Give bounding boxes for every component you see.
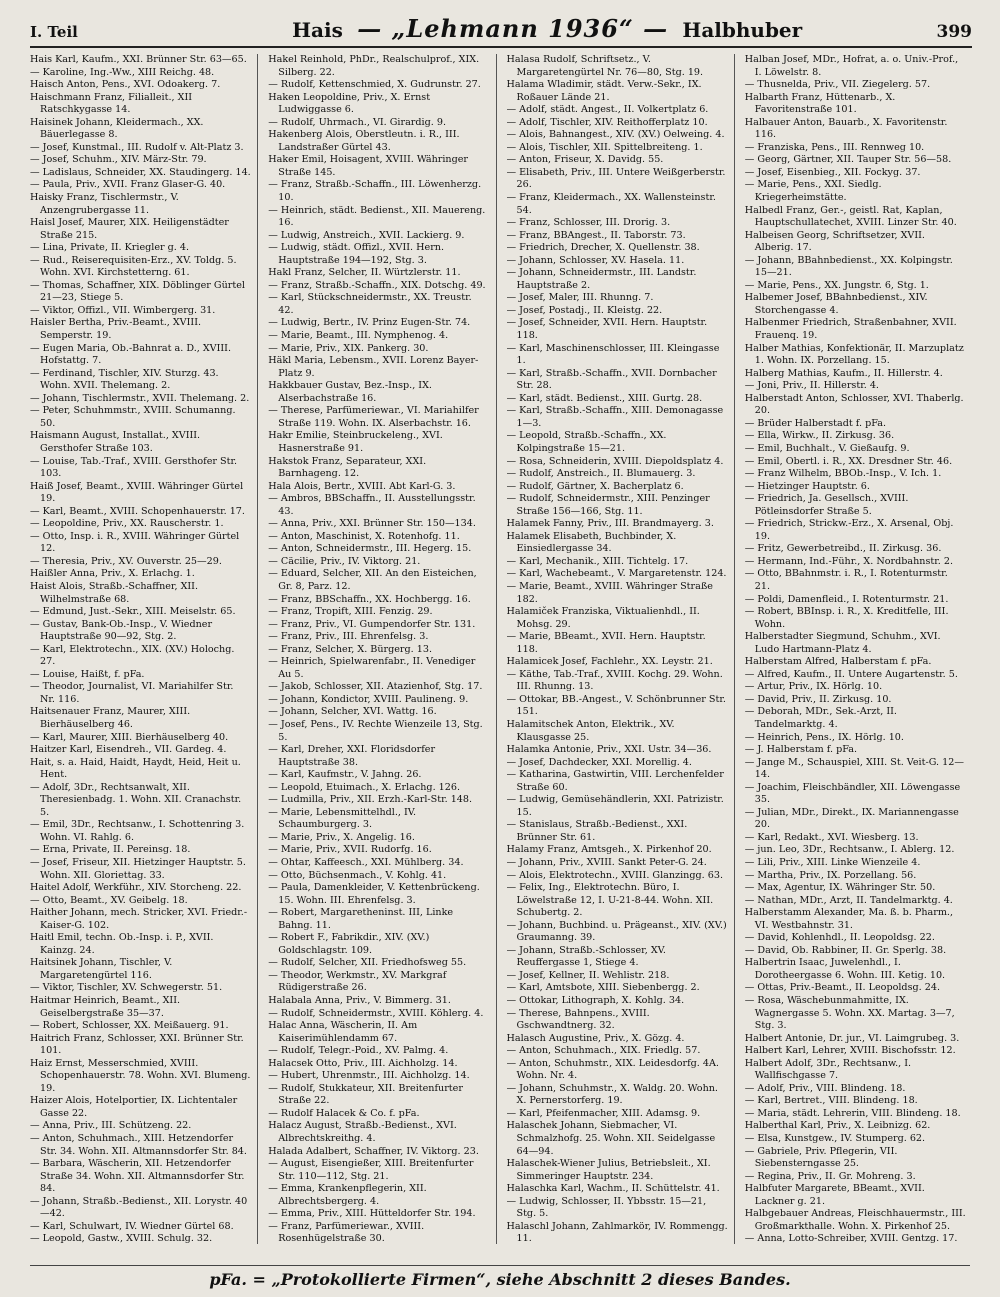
directory-entry: Hakel Reinhold, PhDr., Realschulprof., XIX. Silberg. 22. (268, 54, 480, 78)
directory-entry: — Emil, Buchhalt., V. Gießaufg. 9. (744, 442, 910, 454)
directory-entry: — Karl, Wachebeamt., V. Margaretenstr. 124. (506, 568, 727, 580)
directory-entry: Haiz Ernst, Messerschmied, XVIII. Schopenhauerstr. 78. Wohn. XVI. Blumeng. 19. (30, 1057, 251, 1094)
directory-entry: Haitsinek Johann, Tischler, V. Margaretengürtel 116. (30, 957, 173, 981)
directory-entry: — Georg, Gärtner, XII. Tauper Str. 56—58. (744, 154, 952, 166)
directory-entry: — Johann, Schneidermstr., III. Landstr. Hauptstraße 2. (506, 267, 697, 291)
directory-entry: — Adolf, Tischler, XIV. Reithofferplatz 10. (506, 116, 708, 128)
directory-entry: — Cäcilie, Priv., IV. Viktorg. 21. (268, 555, 421, 567)
directory-entry: — Lili, Priv., XIII. Linke Wienzeile 4. (744, 857, 921, 868)
directory-entry: — Franz, Selcher, X. Bürgerg. 13. (268, 643, 433, 655)
directory-entry: — Anton, Schuhmach., XIII. Hetzendorfer Str. 34. Wohn. XII. Altmannsdorfer Str. 84. (30, 1133, 247, 1157)
directory-entry: — Elsa, Kunstgew., IV. Stumperg. 62. (744, 1133, 926, 1145)
directory-entry: — Robert, Schlosser, XX. Meißauerg. 91. (30, 1020, 229, 1032)
directory-entry: — Johann, Straßb.-Bedienst., XII. Lorystr. 40—42. (30, 1195, 248, 1220)
directory-entry: — Ladislaus, Schneider, XX. Staudingerg. 14. (30, 166, 251, 178)
directory-entry: Haker Emil, Hoisagent, XVIII. Währinger Straße 145. (268, 154, 468, 178)
directory-entry: — Therese, Parfümeriewar., VI. Mariahilfer Straße 119. Wohn. IX. Alserbachstr. 16. (268, 405, 479, 429)
directory-entry: — Franz, Straßb.-Schaffn., III. Löwenherzg. 10. (268, 179, 482, 204)
directory-entry: — Leopold, Straßb.-Schaffn., XX. Kolpingstraße 15—21. (506, 430, 667, 454)
directory-entry: Halberg Mathias, Kaufm., II. Hillerstr. 4. (744, 367, 943, 379)
directory-entry: — Lina, Private, II. Kriegler g. 4. (30, 242, 190, 254)
directory-entry: — Ludwig, Schlosser, II. Ybbsstr. 15—21, Stg. 5. (506, 1195, 707, 1220)
directory-entry: — Regina, Priv., II. Gr. Mohreng. 3. (744, 1170, 916, 1182)
directory-entry: — Anton, Friseur, X. Davidg. 55. (506, 154, 664, 166)
directory-entry: — Emil, 3Dr., Rechtsanw., I. Schottenring 3. Wohn. VI. Rahlg. 6. (30, 819, 245, 843)
directory-entry: — Hietzinger Hauptstr. 6. (744, 480, 870, 492)
directory-entry: — Ottokar, BB.-Angest., V. Schönbrunner Str. 151. (506, 693, 726, 718)
directory-entry: — Franz, Parfümeriewar., XVIII. Rosenhügelstraße 30. (268, 1220, 425, 1244)
directory-entry: — Fritz, Gewerbetreibd., II. Zirkusg. 36. (744, 543, 942, 555)
directory-entry: Halasch Augustine, Priv., X. Gözg. 4. (506, 1032, 685, 1044)
directory-entry: — Heinrich, städt. Bedienst., XII. Mauereng. 16. (268, 204, 486, 229)
directory-entry: — Anna, Priv., XXI. Brünner Str. 150—134. (268, 518, 476, 530)
directory-entry: — Johann, Priv., XVIII. Sankt Peter-G. 24. (506, 857, 707, 868)
directory-entry: — Rudolf, Schneidermstr., XVIII. Köhlerg. 4. (268, 1007, 484, 1019)
directory-entry: — Franz, Tropift, XIII. Fenzig. 29. (268, 606, 433, 618)
directory-entry: — Johann, Straßb.-Schlosser, XV. Reuffergasse 1, Stiege 4. (506, 944, 666, 969)
directory-entry: — Rudolf, Anstreich., II. Blumauerg. 3. (506, 468, 696, 480)
directory-entry: Halamka Antonie, Priv., XXI. Ustr. 34—36. (506, 744, 712, 756)
directory-entry: — Leopold, Etuimach., X. Erlachg. 126. (268, 781, 461, 793)
directory-entry: — Therese, Bahnpens., XVIII. Gschwandtnerg. 32. (506, 1007, 650, 1032)
directory-entry: Haischmann Franz, Filialleit., XII Ratschkygasse 14. (30, 91, 193, 116)
directory-entry: — Robert F., Fabrikdir., XIV. (XV.) Goldschlagstr. 109. (268, 932, 430, 956)
directory-entry: — Joni, Priv., II. Hillerstr. 4. (744, 380, 879, 392)
directory-entry: — Josef, Maler, III. Rhunng. 7. (506, 292, 654, 304)
directory-entry: — Josef, Eisenbieg., XII. Fockyg. 37. (744, 166, 921, 178)
directory-entry: Halaschl Johann, Zahlmarkör, IV. Rommengg. 11. (506, 1220, 728, 1244)
directory-entry: Haiß Josef, Beamt., XVIII. Währinger Gürtel 19. (30, 480, 244, 505)
directory-entry: — Franz, Straßb.-Schaffn., XIX. Dotschg. 49. (268, 279, 486, 291)
directory-entry: — Ottokar, Lithograph, X. Kohlg. 34. (506, 995, 685, 1007)
directory-entry: Halberstamm Alexander, Ma. ß. b. Pharm., VI. Westbahnstr. 31. (744, 907, 954, 931)
directory-entry: — Karl, Bertret., VIII. Blindeng. 18. (744, 1095, 918, 1107)
directory-entry: — Karl, Stückschneidermstr., XX. Treustr. 42. (268, 292, 472, 316)
directory-entry: — Johann, Kondictor, XVIII. Paulineng. 9. (268, 693, 469, 705)
directory-entry: Haisinek Johann, Kleidermach., XX. Bäuerlegasse 8. (30, 116, 204, 141)
directory-entry: — Karl, Redakt., XVI. Wiesberg. 13. (744, 831, 919, 843)
directory-entry: — Marie, Beamt., XVIII. Währinger Straße 182. (506, 580, 713, 605)
directory-entry: — Gabriele, Priv. Pflegerin, VII. Siebensterngasse 25. (744, 1145, 898, 1170)
directory-entry: — Josef, Schuhm., XIV. März-Str. 79. (30, 154, 207, 166)
directory-entry: — Anton, Schuhmstr., XIX. Leidesdorfg. 4A. Wohn. Nr. 4. (506, 1057, 719, 1082)
directory-entry: — Paula, Priv., XVII. Franz Glaser-G. 40. (30, 179, 226, 191)
directory-entry: — Rudolf Halacek & Co. f. pFa. (268, 1107, 420, 1119)
directory-entry: — Rudolf, Schneidermstr., XIII. Penzinger Straße 156—166, Stg. 11. (506, 493, 710, 517)
directory-entry: — Barbara, Wäscherin, XII. Hetzendorfer Straße 34. Wohn. XII. Altmannsdorfer Str. 84. (30, 1158, 245, 1195)
directory-entry: — Franz Wilhelm, BBOb.-Insp., V. Ich. 1. (744, 468, 942, 480)
directory-entry: — Ludwig, städt. Offizl., XVII. Hern. Hauptstraße 194—192, Stg. 3. (268, 242, 445, 266)
directory-entry: — Marie, Beamt., III. Nymphenog. 4. (268, 330, 449, 342)
directory-entry: Haisch Anton, Pens., XVI. Odoakerg. 7. (30, 79, 221, 91)
directory-entry: Halbert Antonie, Dr. jur., VI. Laimgrubeg. 3. (744, 1032, 960, 1044)
directory-entry: — Johann, Schlosser, XV. Hasela. 11. (506, 254, 685, 266)
directory-entry: — Josef, Postadj., II. Kleistg. 22. (506, 304, 663, 316)
directory-entry: Halbarth Franz, Hüttenarb., X. Favoritenstraße 101. (744, 91, 896, 116)
directory-entry: — Johann, Schuhmstr., X. Waldg. 20. Wohn. X. Pernerstorferg. 19. (506, 1082, 718, 1107)
directory-entry: — Louise, Haißt, f. pFa. (30, 668, 145, 680)
directory-entry: — Johann, Tischlermstr., XVII. Thelemang. 2. (30, 392, 250, 404)
page-header (30, 14, 972, 48)
directory-entry: — Franz, BBSchaffn., XX. Hochbergg. 16. (268, 593, 471, 605)
directory-entry: Hakenberg Alois, Oberstleutn. i. R., III. Landstraßer Gürtel 43. (268, 129, 460, 153)
directory-entry: Haisler Bertha, Priv.-Beamt., XVIII. Semperstr. 19. (30, 317, 202, 342)
directory-entry: — Franz, Schlosser, III. Drorig. 3. (506, 217, 671, 229)
directory-entry: — Heinrich, Pens., IX. Hörlg. 10. (744, 731, 904, 743)
directory-entry: — Otto, BBahnmstr. i. R., I. Rotenturmstr. 21. (744, 568, 948, 592)
directory-entry: — Franz, Priv., III. Ehrenfelsg. 3. (268, 631, 429, 643)
directory-entry: — Ella, Wirkw., II. Zirkusg. 36. (744, 430, 895, 442)
directory-entry: — Karl, Mechanik., XIII. Tichtelg. 17. (506, 555, 689, 567)
directory-entry: — Otto, Beamt., XV. Geibelg. 18. (30, 894, 188, 906)
page-number: 399 (936, 22, 972, 42)
directory-entry: — Rudolf, Stukkateur, XII. Breitenfurter Straße 22. (268, 1082, 463, 1107)
directory-entry: — Anton, Schneidermstr., III. Hegerg. 15. (268, 543, 472, 555)
directory-entry: — jun. Leo, 3Dr., Rechtsanw., I. Ablerg. 12. (744, 844, 955, 856)
directory-entry: Hala Alois, Bertr., XVIII. Abt Karl-G. 3. (268, 480, 456, 492)
directory-entry: — Ambros, BBSchaffn., II. Ausstellungsstr. 43. (268, 493, 476, 517)
directory-entry: — Anna, Lotto-Schreiber, XVIII. Gentzg. 17. (744, 1233, 958, 1244)
directory-entry: — Ludwig, Bertr., IV. Prinz Eugen-Str. 74. (268, 317, 471, 329)
directory-entry: — Marie, Pens., XX. Jungstr. 6, Stg. 1. (744, 279, 929, 291)
directory-entry: — David, Priv., II. Zirkusg. 10. (744, 693, 892, 705)
column-3 (507, 54, 735, 1244)
directory-entry: — Alois, Bahnangest., XIV. (XV.) Oelweing. 4. (506, 129, 725, 141)
directory-entry: Haitrich Franz, Schlosser, XXI. Brünner Str. 101. (30, 1032, 244, 1057)
column-4 (745, 54, 972, 1244)
directory-entry: — Edmund, Just.-Sekr., XIII. Meiselstr. 65. (30, 606, 236, 618)
directory-entry: — Karl, Kaufmstr., V. Jahng. 26. (268, 769, 422, 781)
directory-entry: Hait, s. a. Haid, Haidt, Haydt, Heid, Heit u. Hent. (30, 756, 241, 781)
directory-entry: — Martha, Priv., IX. Porzellang. 56. (744, 869, 917, 881)
directory-entry: Halberthal Karl, Priv., X. Leibnizg. 62. (744, 1120, 931, 1132)
directory-entry: — Felix, Ing., Elektrotechn. Büro, I. Löwelstraße 12, I. U-21-8-44. Wohn. XII. Schubertg. 2. (506, 882, 714, 919)
directory-entry: — Robert, BBInsp. i. R., X. Kreditfelle, III. Wohn. (744, 606, 949, 630)
directory-entry: — Rud., Reiserequisiten-Erz., XV. Toldg. 5. Wohn. XVI. Kirchstetterng. 61. (30, 254, 237, 279)
directory-entry: — Marie, Lebensmittelhdl., IV. Schaumburgerg. 3. (268, 806, 417, 831)
directory-entry: Halberstam Alfred, Halberstam f. pFa. (744, 656, 932, 668)
directory-entry: Haißler Anna, Priv., X. Erlachg. 1. (30, 568, 195, 580)
directory-entry: — Josef, Pens., IV. Rechte Wienzeile 13, Stg. 5. (268, 718, 483, 743)
directory-entry: — Rudolf, Gärtner, X. Bacherplatz 6. (506, 480, 684, 492)
directory-entry: — Heinrich, Spielwarenfabr., II. Venediger Au 5. (268, 656, 476, 680)
directory-entry: Halamicek Josef, Fachlehr., XX. Leystr. 21. (506, 656, 713, 668)
directory-entry: — Karl, Straßb.-Schaffn., XVII. Dornbacher Str. 28. (506, 367, 717, 392)
directory-entry: — Rudolf, Uhrmach., VI. Girardig. 9. (268, 116, 447, 128)
directory-entry: Hais Karl, Kaufm., XXI. Brünner Str. 63—65. (30, 54, 247, 65)
directory-entry: — David, Ob. Rabbiner, II. Gr. Sperlg. 38. (744, 944, 947, 956)
directory-entry: Haitsenauer Franz, Maurer, XIII. Bierhäuselberg 46. (30, 706, 191, 730)
directory-entry: — Karl, städt. Bedienst., XIII. Gurtg. 28. (506, 392, 703, 404)
directory-entry: Halbauer Anton, Bauarb., X. Favoritenstr. 116. (744, 116, 948, 141)
directory-entry: Halbert Karl, Lehrer, XVIII. Bischofsstr. 12. (744, 1045, 956, 1057)
directory-entry: — Rosa, Wäschebunmahmitte, IX. Wagnergasse 5. Wohn. XX. Martag. 3—7, Stg. 3. (744, 995, 955, 1032)
directory-entry: Halamitschek Anton, Elektrik., XV. Klausgasse 25. (506, 718, 675, 743)
directory-entry: Haisl Josef, Maurer, XIX. Heiligenstädter Straße 215. (30, 217, 229, 241)
directory-entry: — Theresia, Priv., XV. Ouverstr. 25—29. (30, 555, 222, 567)
directory-entry: — Karl, Schulwart, IV. Wiedner Gürtel 68. (30, 1220, 234, 1232)
directory-entry: Halbemer Josef, BBahnbedienst., XIV. Storchengasse 4. (744, 292, 928, 316)
directory-entry: — Alois, Tischler, XII. Spittelbreiteng. 1. (506, 141, 703, 153)
directory-entry: — Karl, Elektrotechn., XIX. (XV.) Holochg. 27. (30, 643, 235, 668)
directory-entry: Halama Wladimir, städt. Verw.-Sekr., IX. Roßauer Lände 21. (506, 79, 702, 103)
directory-entry: — August, Eisengießer, XIII. Breitenfurter Str. 110—112, Stg. 21. (268, 1158, 474, 1182)
directory-entry: — Eduard, Selcher, XII. An den Eisteichen, Gr. 8, Parz. 12. (268, 568, 477, 592)
directory-entry: — Karl, Straßb.-Schaffn., XIII. Demonagasse 1—3. (506, 405, 724, 429)
directory-entry: — Josef, Friseur, XII. Hietzinger Hauptstr. 5. Wohn. XII. Gloriettag. 33. (30, 857, 246, 881)
directory-entry: — Ottas, Priv.-Beamt., II. Leopoldsg. 24. (744, 982, 940, 994)
directory-entry: — Thusnelda, Priv., VII. Ziegelerg. 57. (744, 79, 931, 91)
directory-entry: — Josef, Schneider, XVII. Hern. Hauptstr. 118. (506, 317, 708, 342)
directory-entry: — Josef, Kunstmal., III. Rudolf v. Alt-Platz 3. (30, 141, 244, 153)
directory-entry: — Karl, Beamt., XVIII. Schopenhauerstr. 17. (30, 505, 245, 517)
directory-entry: — Karl, Maschinenschlosser, III. Kleingasse 1. (506, 342, 720, 367)
directory-entry: — Franz, BBAngest., II. Taborstr. 73. (506, 229, 686, 241)
directory-entry: — Rudolf, Kettenschmied, X. Gudrunstr. 27. (268, 79, 481, 91)
directory-entry: — Johann, BBahnbedienst., XX. Kolpingstr. 15—21. (744, 254, 953, 279)
directory-entry: Halacz August, Straßb.-Bedienst., XVI. Albrechtskreithg. 4. (268, 1120, 457, 1145)
directory-entry: — J. Halberstam f. pFa. (744, 744, 858, 756)
directory-entry: Halbeisen Georg, Schriftsetzer, XVII. Alberig. 17. (744, 229, 925, 254)
directory-entry: — Thomas, Schaffner, XIX. Döblinger Gürtel 21—23, Stiege 5. (30, 279, 245, 304)
directory-entry: — Adolf, 3Dr., Rechtsanwalt, XII. Theresienbadg. 1. Wohn. XII. Cranachstr. 5. (30, 781, 242, 818)
directory-entry: Halac Anna, Wäscherin, II. Am Kaiserimühlendamm 67. (268, 1020, 418, 1044)
directory-entry: — Hermann, Ind.-Führ., X. Nordbahnstr. 2. (744, 555, 954, 567)
directory-entry: Haisky Franz, Tischlermstr., V. Anzengrubergasse 11. (30, 192, 179, 216)
directory-entry: — Karl, Dreher, XXI. Floridsdorfer Hauptstraße 38. (268, 744, 436, 768)
directory-entry: — Artur, Priv., IX. Hörlg. 10. (744, 681, 883, 693)
directory-entry: — Johann, Buchbind. u. Prägeanst., XIV. (XV.) Graumanng. 39. (506, 919, 727, 944)
part-label: I. Teil (30, 23, 78, 41)
directory-entry: Haismann August, Installat., XVIII. Gersthofer Straße 103. (30, 430, 201, 454)
directory-entry: — Franz, Priv., VI. Gumpendorfer Str. 131. (268, 618, 476, 630)
directory-entry: Halbgebauer Andreas, Fleischhauermstr., III. Großmarkthalle. Wohn. X. Pirkenhof 25. (744, 1208, 966, 1232)
directory-entry: — Käthe, Tab.-Traf., XVIII. Kochg. 29. Wohn. III. Rhunng. 13. (506, 668, 723, 693)
directory-entry: — Stanislaus, Straßb.-Bedienst., XXI. Brünner Str. 61. (506, 819, 688, 843)
directory-entry: — Rosa, Schneiderin, XVIII. Diepoldsplatz 4. (506, 455, 724, 467)
directory-entry: Halbertrin Isaac, Juwelenhdl., I. Dorotheergasse 6. Wohn. III. Ketig. 10. (744, 957, 946, 981)
directory-entry: — Josef, Kellner, II. Wehlistr. 218. (506, 969, 670, 981)
directory-entry: — Leopold, Gastw., XVIII. Schulg. 32. (30, 1233, 213, 1244)
entry-columns (30, 54, 972, 1244)
directory-entry: — Eugen Maria, Ob.-Bahnrat a. D., XVIII. Hofstattg. 7. (30, 342, 232, 367)
directory-entry: Hakstok Franz, Separateur, XXI. Barnhageng. 12. (268, 455, 427, 480)
directory-entry: — Karoline, Ing.-Ww., XIII Reichg. 48. (30, 66, 215, 78)
last-entry-word: Halbhuber (682, 18, 803, 42)
directory-entry: — Max, Agentur, IX. Währinger Str. 50. (744, 882, 936, 894)
directory-entry: — Otto, Insp. i. R., XVIII. Währinger Gürtel 12. (30, 530, 240, 555)
directory-entry: — Viktor, Offizl., VII. Wimbergerg. 31. (30, 304, 216, 316)
directory-entry: — Brüder Halberstadt f. pFa. (744, 417, 886, 429)
directory-entry: — David, Kohlenhdl., II. Leopoldsg. 22. (744, 932, 935, 944)
directory-entry: Halbert Adolf, 3Dr., Rechtsanw., I. Wallfischgasse 7. (744, 1057, 912, 1082)
directory-entry: — Friedrich, Ja. Gesellsch., XVIII. Pötleinsdorfer Straße 5. (744, 493, 909, 517)
directory-entry: — Peter, Schuhmmstr., XVIII. Schumanng. 50. (30, 405, 236, 429)
book-title: — „Lehmann 1936“ — (357, 14, 669, 43)
directory-entry: — Hubert, Uhrenmstr., III. Aichholzg. 14. (268, 1070, 470, 1082)
directory-entry: — Louise, Tab.-Traf., XVIII. Gersthofer Str. 103. (30, 455, 238, 480)
directory-entry: — Theodor, Werkmstr., XV. Markgraf Rüdigerstraße 26. (268, 969, 447, 994)
directory-entry: Halbedl Franz, Ger.-, geistl. Rat, Kaplan, Hauptschullatechet, XVIII. Linzer Str. 40. (744, 204, 957, 229)
directory-entry: Halban Josef, MDr., Hofrat, a. o. Univ.-Prof., I. Löwelstr. 8. (744, 54, 959, 78)
directory-entry: — Poldi, Damenfleid., I. Rotenturmstr. 21. (744, 593, 949, 605)
directory-entry: — Jange M., Schauspiel, XIII. St. Veit-G. 12—14. (744, 756, 964, 781)
directory-entry: — Alfred, Kaufm., II. Untere Augartenstr. 5. (744, 668, 958, 680)
directory-entry: Halacsek Otto, Priv., III. Aichholzg. 14. (268, 1057, 458, 1069)
directory-entry: — Franz, Kleidermach., XX. Wallensteinstr. 54. (506, 192, 716, 216)
directory-entry: Hakl Franz, Selcher, II. Würtzlerstr. 11. (268, 267, 461, 279)
directory-entry: — Friedrich, Drecher, X. Quellenstr. 38. (506, 242, 700, 254)
directory-entry: — Emil, Obertl. i. R., XX. Dresdner Str. 46. (744, 455, 953, 467)
directory-entry: — Anton, Maschinist, X. Rotenhofg. 11. (268, 530, 460, 542)
directory-entry: Halabala Anna, Priv., V. Bimmerg. 31. (268, 995, 451, 1007)
directory-entry: Halaschka Karl, Wachm., II. Schüttelstr. 41. (506, 1183, 720, 1195)
column-2 (268, 54, 496, 1244)
directory-entry: — Ludwig, Anstreich., XVII. Lackierg. 9. (268, 229, 465, 241)
directory-entry: — Emma, Krankenpflegerin, XII. Albrechtsbergerg. 4. (268, 1183, 427, 1207)
directory-entry: — Otto, Büchsenmach., V. Kohlg. 41. (268, 869, 447, 881)
directory-entry: Häkl Maria, Lebensm., XVII. Lorenz Bayer-Platz 9. (268, 355, 479, 379)
directory-entry: Haitmar Heinrich, Beamt., XII. Geiselbergstraße 35—37. (30, 995, 181, 1019)
directory-entry: — Paula, Damenkleider, V. Kettenbrückeng. 15. Wohn. III. Ehrenfelsg. 3. (268, 882, 480, 906)
directory-entry: Haither Johann, mech. Stricker, XVI. Friedr.-Kaiser-G. 102. (30, 907, 248, 931)
directory-entry: Halada Adalbert, Schaffner, IV. Viktorg. 23. (268, 1145, 479, 1157)
directory-entry: Hakkbauer Gustav, Bez.-Insp., IX. Alserbachstraße 16. (268, 380, 432, 404)
directory-entry: — Maria, städt. Lehrerin, VIII. Blindeng. 18. (744, 1107, 961, 1119)
directory-entry: Hakr Emilie, Steinbruckeleng., XVI. Hasnerstraße 91. (268, 430, 443, 454)
directory-entry: — Adolf, Priv., VIII. Blindeng. 18. (744, 1082, 906, 1094)
directory-entry: — Karl, Pfeifenmacher, XIII. Adamsg. 9. (506, 1107, 701, 1119)
directory-entry: — Marie, Pens., XXI. Siedlg. Kriegerheimstätte. (744, 179, 882, 204)
directory-entry: Haken Leopoldine, Priv., X. Ernst Ludwiggasse 6. (268, 91, 431, 116)
directory-entry: Halaschek Johann, Siebmacher, VI. Schmalzhofg. 25. Wohn. XII. Seidelgasse 64—94. (506, 1120, 716, 1157)
directory-entry: Haitl Emil, techn. Ob.-Insp. i. P., XVII. Kainzg. 24. (30, 932, 214, 956)
directory-entry: — Rudolf, Telegr.-Poid., XV. Palmg. 4. (268, 1045, 449, 1057)
directory-entry: — Elisabeth, Priv., III. Untere Weißgerberstr. 26. (506, 166, 726, 191)
directory-entry: — Viktor, Tischler, XV. Schwegerstr. 51. (30, 982, 223, 994)
directory-entry: — Ludwig, Gemüsehändlerin, XXI. Patrizistr. 15. (506, 794, 724, 818)
directory-entry: — Karl, Amtsbote, XIII. Siebenbergg. 2. (506, 982, 700, 994)
directory-entry: — Theodor, Journalist, VI. Mariahilfer Str. Nr. 116. (30, 681, 234, 705)
directory-entry: — Rudolf, Selcher, XII. Friedhofsweg 55. (268, 957, 467, 969)
directory-entry: Haitzer Karl, Eisendreh., VII. Gardeg. 4. (30, 744, 227, 756)
directory-entry: — Alois, Elektrotechn., XVIII. Glanzingg. 63. (506, 869, 723, 881)
directory-entry: — Julian, MDr., Direkt., IX. Mariannengasse 20. (744, 806, 959, 831)
directory-entry: — Anton, Schuhmach., XIX. Friedlg. 57. (506, 1045, 701, 1057)
directory-entry: — Marie, BBeamt., XVII. Hern. Hauptstr. 118. (506, 631, 706, 655)
column-1 (30, 54, 258, 1244)
directory-entry: — Ludmilla, Priv., XII. Erzh.-Karl-Str. 148. (268, 794, 473, 806)
directory-entry: — Jakob, Schlosser, XII. Atazienhof, Stg. 17. (268, 681, 483, 693)
directory-entry: Halaschek-Wiener Julius, Betriebsleit., XI. Simmeringer Hauptstr. 234. (506, 1158, 711, 1182)
directory-entry: — Nathan, MDr., Arzt, II. Tandelmarktg. 4. (744, 894, 953, 906)
directory-entry: Halamy Franz, Amtsgeh., X. Pirkenhof 20. (506, 844, 712, 856)
directory-entry: Haitel Adolf, Werkführ., XIV. Storcheng. 22. (30, 882, 242, 894)
directory-entry: Halbenmer Friedrich, Straßenbahner, XVII. Frauenq. 19. (744, 317, 957, 342)
directory-entry: — Deborah, MDr., Sek.-Arzt, II. Tandelmarktg. 4. (744, 706, 897, 730)
first-entry-word: Hais (292, 18, 343, 42)
directory-entry: — Erna, Private, II. Pereinsg. 18. (30, 844, 191, 856)
directory-entry: Halber Mathias, Konfektionär, II. Marzuplatz 1. Wohn. IX. Porzellang. 15. (744, 342, 964, 367)
directory-entry: — Marie, Priv., XIX. Pankerg. 30. (268, 342, 429, 354)
directory-entry: — Friedrich, Strickw.-Erz., X. Arsenal, Obj. 19. (744, 518, 954, 542)
directory-entry: — Marie, Priv., X. Angelig. 16. (268, 831, 415, 843)
directory-entry: — Marie, Priv., XVII. Rudorfg. 16. (268, 844, 432, 856)
directory-entry: Haizer Alois, Hotelportier, IX. Lichtentaler Gasse 22. (30, 1095, 238, 1119)
directory-entry: — Robert, Margaretheninst. III, Linke Bahng. 11. (268, 907, 454, 931)
directory-entry: Halamek Elisabeth, Buchbinder, X. Einsiedlergasse 34. (506, 530, 677, 555)
directory-entry: — Joachim, Fleischbändler, XII. Löwengasse 35. (744, 781, 961, 806)
directory-entry: — Adolf, städt. Angest., II. Volkertplatz 6. (506, 104, 709, 116)
directory-entry: Halbfuter Margarete, BBeamt., XVII. Lackner g. 21. (744, 1183, 925, 1207)
directory-entry: — Emma, Priv., XIII. Hütteldorfer Str. 194. (268, 1208, 476, 1220)
directory-entry: — Anna, Priv., III. Schützeng. 22. (30, 1120, 192, 1132)
directory-entry: — Karl, Maurer, XIII. Bierhäuselberg 40. (30, 731, 229, 743)
directory-entry: — Josef, Dachdecker, XXI. Morellig. 4. (506, 756, 692, 768)
directory-entry: — Katharina, Gastwirtin, VIII. Lerchenfelder Straße 60. (506, 769, 724, 793)
directory-entry: — Ohtar, Kaffeesch., XXI. Mühlberg. 34. (268, 857, 464, 868)
footer-note: pFa. = „Protokollierte Firmen“, siehe Abschnitt 2 dieses Bandes. (30, 1265, 970, 1289)
directory-entry: — Johann, Selcher, XVI. Wattg. 16. (268, 706, 437, 718)
directory-entry: Haist Alois, Straßb.-Schaffner, XII. Wilhelmstraße 68. (30, 580, 199, 605)
directory-entry: Halamiček Franziska, Viktualienhdl., II. Mohsg. 29. (506, 606, 700, 630)
directory-entry: — Ferdinand, Tischler, XIV. Sturzg. 43. Wohn. XVII. Thelemang. 2. (30, 367, 219, 392)
directory-entry: Halberstadter Siegmund, Schuhm., XVI. Ludo Hartmann-Platz 4. (744, 631, 941, 655)
directory-entry: Halamek Fanny, Priv., III. Brandmayerg. 3. (506, 518, 714, 530)
directory-entry: — Gustav, Bank-Ob.-Insp., V. Wiedner Hauptstraße 90—92, Stg. 2. (30, 618, 213, 643)
directory-entry: — Leopoldine, Priv., XX. Rauscherstr. 1. (30, 518, 224, 530)
directory-entry: — Franziska, Pens., III. Rennweg 10. (744, 141, 925, 153)
directory-entry: Halasa Rudolf, Schriftsetz., V. Margaretengürtel Nr. 76—80, Stg. 19. (506, 54, 704, 78)
directory-entry: Halberstadt Anton, Schlosser, XVI. Thaberlg. 20. (744, 392, 964, 417)
